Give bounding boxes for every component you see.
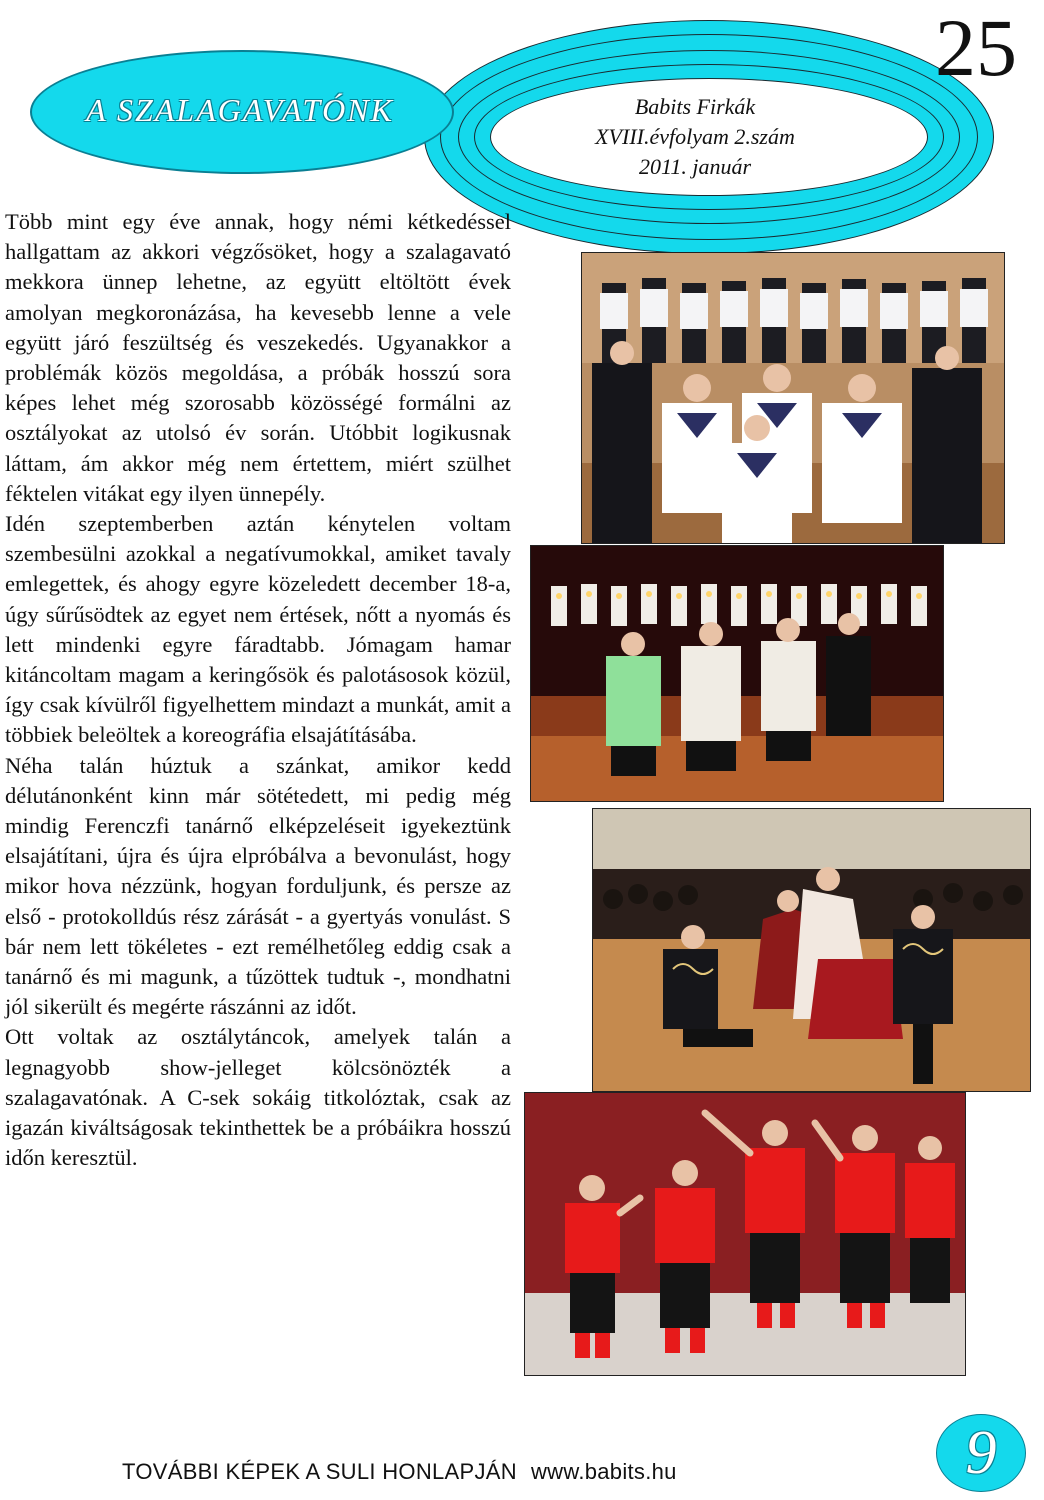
article-paragraph: Több mint egy éve annak, hogy némi kétkedéssel hallgattam az akkori végzősöket, hogy a szalagavató mekkora ünnep lehetne, az együtt eltöltött évek amolyan megkoronázása, ha kevesebb lenne a vele együtt járó feszültség és veszekedés. Ugyanakkor a problémák közös megoldása, a próbák hosszú sora képes lehet még szorosabb közösségé formálni az osztályokat az utolsó év során. Utóbbit logikusnak láttam, ám akkor még nem értettem, miért szülhet féktelen vitákat egy ilyen ünnepély.: [5, 209, 511, 506]
candle-procession-photo: [530, 545, 944, 802]
page-number-badge: 9: [936, 1414, 1026, 1492]
publication-name: Babits Firkák: [634, 94, 756, 119]
article-paragraph: Ott voltak az osztálytáncok, amelyek talán a legnagyobb show-jelleget kölcsönözték a szalagavatónak. A C-sek sokáig titkolóztak, csak az igazán kiváltságosak tekinthettek be a próbáikra hosszú időn keresztül.: [5, 1024, 511, 1171]
article-body: [5, 207, 511, 1174]
class-dance-red-shirts-photo: [524, 1092, 966, 1376]
issue-date: 2011. január: [638, 154, 752, 179]
footer-text: TOVÁBBI KÉPEK A SULI HONLAPJÁN: [122, 1459, 517, 1484]
magazine-page-number: 25: [935, 2, 1017, 93]
page-title: A SZALAGAVATÓNK: [86, 91, 394, 128]
footer-note: [122, 1459, 677, 1485]
students-in-sailor-uniforms-photo: [581, 252, 1005, 544]
volume-number: XVIII.évfolyam 2.szám: [595, 124, 795, 149]
article-paragraph: Idén szeptemberben aztán kénytelen voltam szembesülni azokkal a negatívumokkal, amiket tavaly emlegettek, és ahogy egyre közeledett december 18-a, úgy sűrűsödtek az egyet nem értések, nőtt a nyomás és lett mindenki egyre fáradtabb. Jómagam hamar kitáncoltam magam a keringősök és palotásosok közül, így csak kívülről figyelhettem mindazt a munkát, amit a többiek beleöltek a koreográfia elsajátításába.: [5, 511, 511, 748]
article-paragraph: Néha talán húztuk a szánkat, amikor kedd délutánonként kinn már sötétedett, mi pedig még mindig Ferenczfi tanárnő elképzeléseit igyekeztünk elsajátítani, újra és újra elpróbálva a bevonulást, hogy mikor hova nézzünk, hogyan forduljunk, és persze az első - protokolldús rész zárását - a gyertyás vonulást. S bár nem lett tökéletes - ezt remélhetőleg eddig csak a tanárnő és mi magunk, a tűzöttek tudtuk -, mondhatni jól sikerült és megérte rászánni az időt.: [5, 752, 511, 1020]
website-link[interactable]: www.babits.hu: [530, 1459, 677, 1484]
issue-info: [545, 92, 845, 182]
palotas-dance-photo: [592, 808, 1031, 1092]
